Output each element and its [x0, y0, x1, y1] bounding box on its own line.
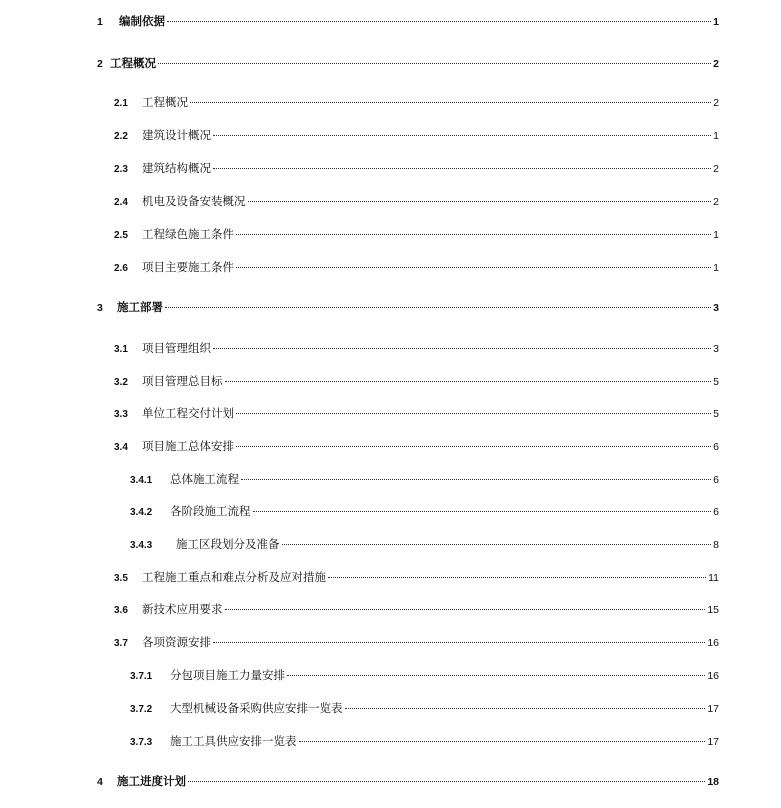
dot-leader: [225, 609, 706, 610]
toc-entry-number: 2: [97, 58, 103, 70]
toc-entry-3-4-1[interactable]: [130, 470, 719, 488]
dot-leader: [253, 511, 712, 512]
toc-entry-number: 3.6: [114, 605, 128, 616]
dot-leader: [165, 307, 711, 308]
toc-entry-page: 1: [713, 229, 719, 241]
toc-entry-number: 2.5: [114, 230, 128, 241]
toc-entry-title: 工程概况: [110, 56, 156, 70]
toc-entry-2-1[interactable]: [114, 93, 719, 111]
toc-entry-1[interactable]: [97, 12, 719, 30]
toc-entry-title: 分包项目施工力量安排: [170, 668, 285, 682]
dot-leader: [213, 642, 705, 643]
toc-entry-title: 施工进度计划: [117, 774, 186, 788]
toc-entry-page: 18: [707, 776, 719, 788]
toc-entry-page: 16: [707, 670, 719, 682]
toc-entry-title: 项目施工总体安排: [142, 439, 234, 453]
dot-leader: [299, 741, 706, 742]
dot-leader: [213, 168, 711, 169]
toc-entry-title: 建筑结构概况: [142, 161, 211, 175]
toc-entry-3-4-2[interactable]: [130, 502, 719, 520]
toc-entry-number: 2.1: [114, 98, 128, 109]
toc-entry-number: 4: [97, 776, 103, 788]
toc-entry-3-4-3[interactable]: [130, 535, 719, 553]
toc-entry-number: 3: [97, 302, 103, 314]
toc-entry-3-4[interactable]: [114, 437, 719, 455]
dot-leader: [213, 135, 711, 136]
dot-leader: [188, 781, 705, 782]
dot-leader: [236, 234, 711, 235]
toc-entry-number: 2.2: [114, 131, 128, 142]
toc-entry-number: 2.4: [114, 197, 128, 208]
toc-entry-title: 工程施工重点和难点分析及应对措施: [142, 570, 326, 584]
toc-entry-3-7-1[interactable]: [130, 666, 719, 684]
dot-leader: [287, 675, 705, 676]
toc-entry-number: 3.7.3: [130, 737, 153, 748]
toc-entry-title: 单位工程交付计划: [142, 406, 234, 420]
dot-leader: [236, 446, 711, 447]
toc-entry-page: 6: [713, 506, 719, 518]
toc-entry-3-7-3[interactable]: [130, 732, 719, 750]
toc-entry-title: 施工区段划分及准备: [176, 537, 280, 551]
toc-entry-page: 6: [713, 474, 719, 486]
toc-entry-title: 总体施工流程: [170, 472, 239, 486]
toc-entry-title: 各项资源安排: [142, 635, 211, 649]
toc-entry-3-7-2[interactable]: [130, 699, 719, 717]
toc-entry-3-7[interactable]: [114, 633, 719, 651]
toc-entry-2-5[interactable]: [114, 225, 719, 243]
toc-entry-number: 3.4.3: [130, 540, 153, 551]
toc-entry-number: 3.4.1: [130, 475, 153, 486]
dot-leader: [225, 381, 712, 382]
toc-entry-title: 各阶段施工流程: [170, 504, 251, 518]
toc-entry-2-4[interactable]: [114, 192, 719, 210]
dot-leader: [158, 63, 711, 64]
toc-entry-number: 3.3: [114, 409, 128, 420]
toc-entry-title: 施工工具供应安排一览表: [170, 734, 297, 748]
toc-entry-title: 项目主要施工条件: [142, 260, 234, 274]
toc-entry-page: 16: [707, 637, 719, 649]
toc-entry-page: 15: [707, 604, 719, 616]
toc-entry-title: 机电及设备安装概况: [142, 194, 246, 208]
toc-entry-page: 5: [713, 408, 719, 420]
toc-entry-number: 3.7: [114, 638, 128, 649]
toc-entry-3-3[interactable]: [114, 404, 719, 422]
toc-entry-2-2[interactable]: [114, 126, 719, 144]
dot-leader: [190, 102, 711, 103]
dot-leader: [167, 21, 711, 22]
toc-entry-title: 大型机械设备采购供应安排一览表: [170, 701, 343, 715]
toc-entry-page: 8: [713, 539, 719, 551]
toc-entry-page: 17: [707, 736, 719, 748]
toc-entry-page: 11: [708, 572, 719, 584]
toc-entry-2-6[interactable]: [114, 258, 719, 276]
toc-entry-page: 2: [713, 58, 719, 70]
dot-leader: [236, 267, 711, 268]
toc-entry-page: 3: [713, 302, 719, 314]
toc-entry-3[interactable]: [97, 298, 719, 316]
toc-entry-title: 施工部署: [117, 300, 163, 314]
toc-entry-page: 3: [713, 343, 719, 355]
toc-entry-page: 2: [713, 163, 719, 175]
dot-leader: [282, 544, 712, 545]
toc-entry-number: 3.4.2: [130, 507, 153, 518]
toc-entry-page: 1: [713, 130, 719, 142]
toc-entry-3-1[interactable]: [114, 339, 719, 357]
toc-entry-page: 17: [707, 703, 719, 715]
toc-entry-page: 1: [713, 16, 719, 28]
toc-entry-title: 项目管理组织: [142, 341, 211, 355]
toc-entry-title: 新技术应用要求: [142, 602, 223, 616]
dot-leader: [241, 479, 711, 480]
dot-leader: [345, 708, 706, 709]
toc-entry-page: 2: [713, 196, 719, 208]
toc-entry-number: 2.3: [114, 164, 128, 175]
toc-entry-number: 3.7.2: [130, 704, 153, 715]
toc-entry-number: 2.6: [114, 263, 128, 274]
toc-entry-number: 3.4: [114, 442, 128, 453]
toc-entry-number: 3.1: [114, 344, 128, 355]
toc-entry-3-6[interactable]: [114, 600, 719, 618]
toc-entry-title: 项目管理总目标: [142, 374, 223, 388]
dot-leader: [248, 201, 712, 202]
toc-entry-4[interactable]: [97, 772, 719, 790]
toc-entry-page: 5: [713, 376, 719, 388]
toc-entry-number: 3.2: [114, 377, 128, 388]
toc-entry-title: 编制依据: [119, 14, 165, 28]
toc-entry-title: 工程概况: [142, 95, 188, 109]
toc-entry-number: 3.7.1: [130, 671, 153, 682]
toc-entry-3-2[interactable]: [114, 372, 719, 390]
toc-entry-number: 1: [97, 16, 103, 28]
toc-entry-2-3[interactable]: [114, 159, 719, 177]
toc-entry-2[interactable]: [97, 54, 719, 72]
toc-entry-3-5[interactable]: [114, 568, 719, 586]
toc-entry-page: 1: [713, 262, 719, 274]
dot-leader: [213, 348, 711, 349]
dot-leader: [236, 413, 711, 414]
toc-entry-page: 2: [713, 97, 719, 109]
toc-entry-number: 3.5: [114, 573, 128, 584]
toc-entry-page: 6: [713, 441, 719, 453]
toc-entry-title: 建筑设计概况: [142, 128, 211, 142]
toc-entry-title: 工程绿色施工条件: [142, 227, 234, 241]
dot-leader: [328, 577, 706, 578]
